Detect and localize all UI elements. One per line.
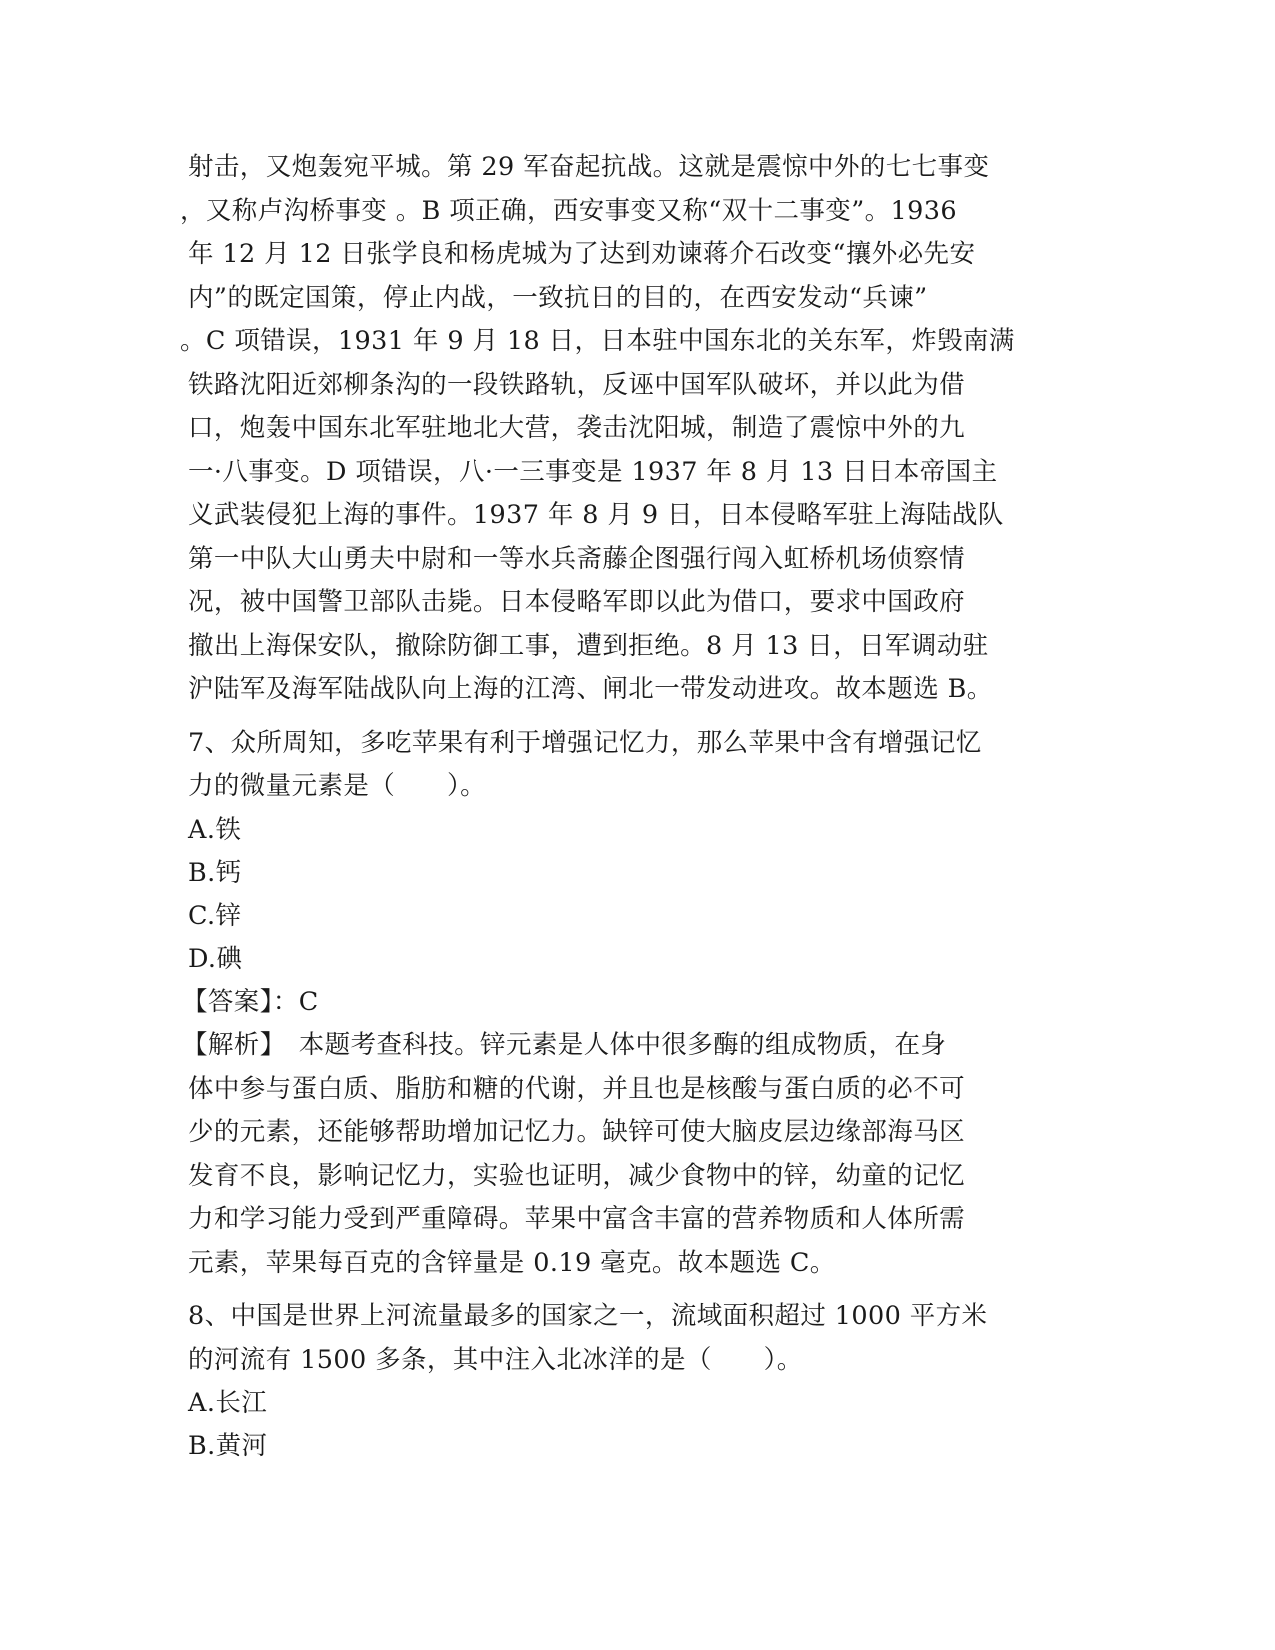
text-line: 。C 项错误，1931 年 9 月 18 日，日本驻中国东北的关东军，炸毁南满 (180, 326, 1015, 356)
explanation-first-line (182, 1024, 1093, 1068)
option-b: B.黄河 (188, 1431, 268, 1461)
option-c: C.锌 (188, 900, 242, 931)
text-line: 元素，苹果每百克的含锌量是 0.19 毫克。故本题选 C。 (188, 1247, 836, 1278)
text-line: 体中参与蛋白质、脂肪和糖的代谢，并且也是核酸与蛋白质的必不可 (188, 1073, 966, 1104)
text-line: 撤出上海保安队，撤除防御工事，遭到拒绝。8 月 13 日，日军调动驻 (188, 630, 989, 661)
text-line: 口，炮轰中国东北军驻地北大营，袭击沈阳城，制造了震惊中外的九 (188, 413, 966, 443)
question-8 (188, 1295, 1093, 1382)
option-d: D.碘 (188, 943, 243, 974)
document-page (180, 146, 1093, 1468)
text-line: 铁路沈阳近郊柳条沟的一段铁路轨，反诬中国军队破坏，并以此为借 (188, 369, 966, 400)
question-stem-line: 的河流有 1500 多条，其中注入北冰洋的是（ ）。 (188, 1344, 803, 1375)
text-line: 义武装侵犯上海的事件。1937 年 8 月 9 日，日本侵略军驻上海陆战队 (188, 500, 1004, 530)
question-stem-line: 力的微量元素是（ ）。 (188, 771, 487, 801)
text-line: 年 12 月 12 日张学良和杨虎城为了达到劝谏蒋介石改变“攘外必先安 (188, 239, 976, 269)
text-line: 发育不良，影响记忆力，实验也证明，减少食物中的锌，幼童的记忆 (188, 1160, 966, 1191)
option-a: A.铁 (188, 814, 242, 845)
option-a: A.长江 (188, 1388, 268, 1418)
text-line: 内”的既定国策，停止内战，一致抗日的目的，在西安发动“兵谏” (188, 282, 928, 313)
previous-explanation (180, 146, 1093, 712)
question-stem-line: 8、中国是世界上河流量最多的国家之一，流域面积超过 1000 平方米 (188, 1301, 988, 1331)
text-line: 力和学习能力受到严重障碍。苹果中富含丰富的营养物质和人体所需 (188, 1204, 966, 1234)
option-b: B.钙 (188, 857, 242, 888)
answer-line (182, 981, 1093, 1025)
text-line: 射击，又炮轰宛平城。第 29 军奋起抗战。这就是震惊中外的七七事变 (188, 152, 990, 182)
question-7-explanation (182, 1024, 1093, 1285)
text-line: 况，被中国警卫部队击毙。日本侵略军即以此为借口，要求中国政府 (188, 587, 966, 617)
answer-value: ：C (272, 986, 319, 1017)
text-line: 第一中队大山勇夫中尉和一等水兵斋藤企图强行闯入虹桥机场侦察情 (188, 543, 966, 574)
text-line: 一·八事变。D 项错误，八·一三事变是 1937 年 8 月 13 日日本帝国主 (188, 456, 998, 487)
text-line: ，又称卢沟桥事变 。B 项正确，西安事变又称“双十二事变”。1936 (180, 195, 958, 226)
question-stem-line: 7、众所周知，多吃苹果有利于增强记忆力，那么苹果中含有增强记忆 (188, 727, 982, 758)
text-line: 沪陆军及海军陆战队向上海的江湾、闸北一带发动进攻。故本题选 B。 (188, 674, 993, 704)
question-7 (188, 722, 1093, 809)
text-line: 少的元素，还能够帮助增加记忆力。缺锌可使大脑皮层边缘部海马区 (188, 1117, 966, 1147)
explanation-label: 【解析】 (182, 1030, 273, 1060)
answer-label: 【答案】 (182, 986, 273, 1017)
explanation-text: 本题考查科技。锌元素是人体中很多酶的组成物质，在身 (272, 1030, 947, 1060)
